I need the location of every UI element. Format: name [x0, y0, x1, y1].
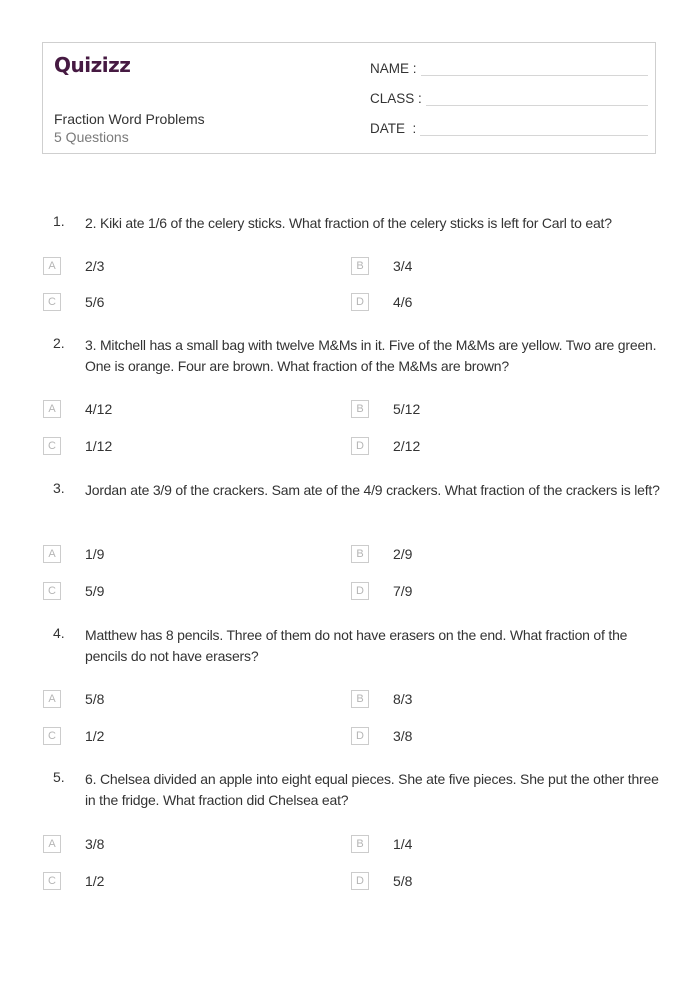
option-b[interactable]	[351, 834, 412, 854]
option-d[interactable]	[351, 581, 412, 601]
question-count: 5 Questions	[54, 129, 129, 145]
option-c[interactable]	[43, 871, 104, 891]
option-d[interactable]	[351, 292, 412, 312]
option-value: 1/12	[85, 438, 113, 454]
option-value: 5/12	[393, 401, 421, 417]
date-field[interactable]	[370, 121, 648, 136]
option-value: 5/8	[85, 691, 105, 707]
option-letter: B	[351, 835, 369, 853]
date-line[interactable]	[420, 121, 648, 136]
option-value: 2/3	[85, 258, 105, 274]
option-letter: C	[43, 293, 61, 311]
option-letter: C	[43, 727, 61, 745]
option-c[interactable]	[43, 436, 112, 456]
option-value: 5/8	[393, 873, 413, 889]
option-value: 2/9	[393, 546, 413, 562]
option-value: 1/2	[85, 873, 105, 889]
question-number: 5.	[53, 769, 65, 785]
option-letter: A	[43, 257, 61, 275]
question-number: 3.	[53, 480, 65, 496]
option-value: 1/2	[85, 728, 105, 744]
option-a[interactable]	[43, 399, 112, 419]
option-d[interactable]	[351, 436, 420, 456]
option-value: 4/6	[393, 294, 413, 310]
option-letter: B	[351, 257, 369, 275]
option-a[interactable]	[43, 544, 104, 564]
class-field[interactable]	[370, 91, 648, 106]
option-c[interactable]	[43, 292, 104, 312]
question-text: Jordan ate 3/9 of the crackers. Sam ate of the 4/9 crackers. What fraction of the crackers is left?	[85, 482, 660, 498]
date-label: DATE :	[370, 121, 417, 136]
option-value: 5/6	[85, 294, 105, 310]
option-a[interactable]	[43, 834, 104, 854]
question-text: 6. Chelsea divided an apple into eight equal pieces. She ate five pieces. She put the other three in the fridge. What fraction did Chelsea eat?	[85, 771, 659, 808]
class-line[interactable]	[426, 91, 648, 106]
question-number: 2.	[53, 335, 65, 351]
option-value: 3/4	[393, 258, 413, 274]
option-b[interactable]	[351, 399, 420, 419]
name-label: NAME :	[370, 61, 417, 76]
worksheet-title: Fraction Word Problems	[54, 111, 205, 127]
class-label: CLASS :	[370, 91, 422, 106]
option-b[interactable]	[351, 256, 412, 276]
option-c[interactable]	[43, 726, 104, 746]
option-letter: D	[351, 437, 369, 455]
option-value: 5/9	[85, 583, 105, 599]
option-value: 3/8	[393, 728, 413, 744]
question-number: 1.	[53, 213, 65, 229]
option-value: 1/4	[393, 836, 413, 852]
option-letter: C	[43, 437, 61, 455]
worksheet-header	[42, 42, 656, 154]
option-b[interactable]	[351, 544, 412, 564]
option-letter: D	[351, 727, 369, 745]
option-letter: D	[351, 872, 369, 890]
option-value: 3/8	[85, 836, 105, 852]
option-value: 4/12	[85, 401, 113, 417]
option-letter: D	[351, 293, 369, 311]
option-a[interactable]	[43, 256, 104, 276]
option-c[interactable]	[43, 581, 104, 601]
option-letter: A	[43, 690, 61, 708]
name-field[interactable]	[370, 61, 648, 76]
question-number: 4.	[53, 625, 65, 641]
question-text: Matthew has 8 pencils. Three of them do not have erasers on the end. What fraction of the pencils do not have erasers?	[85, 627, 628, 664]
option-b[interactable]	[351, 689, 412, 709]
question-text: 3. Mitchell has a small bag with twelve M&Ms in it. Five of the M&Ms are yellow. Two are green. One is orange. Four are brown. What fraction of the M&Ms are brown?	[85, 337, 657, 374]
option-letter: A	[43, 545, 61, 563]
option-value: 2/12	[393, 438, 421, 454]
option-value: 7/9	[393, 583, 413, 599]
option-a[interactable]	[43, 689, 104, 709]
option-letter: B	[351, 400, 369, 418]
option-d[interactable]	[351, 726, 412, 746]
option-value: 8/3	[393, 691, 413, 707]
option-letter: B	[351, 690, 369, 708]
option-letter: C	[43, 872, 61, 890]
option-letter: B	[351, 545, 369, 563]
option-letter: D	[351, 582, 369, 600]
option-letter: A	[43, 400, 61, 418]
name-line[interactable]	[421, 61, 648, 76]
option-value: 1/9	[85, 546, 105, 562]
question-text: 2. Kiki ate 1/6 of the celery sticks. What fraction of the celery sticks is left for Carl to eat?	[85, 215, 612, 231]
option-d[interactable]	[351, 871, 412, 891]
option-letter: C	[43, 582, 61, 600]
option-letter: A	[43, 835, 61, 853]
quizizz-logo: Quizizz	[54, 53, 131, 77]
